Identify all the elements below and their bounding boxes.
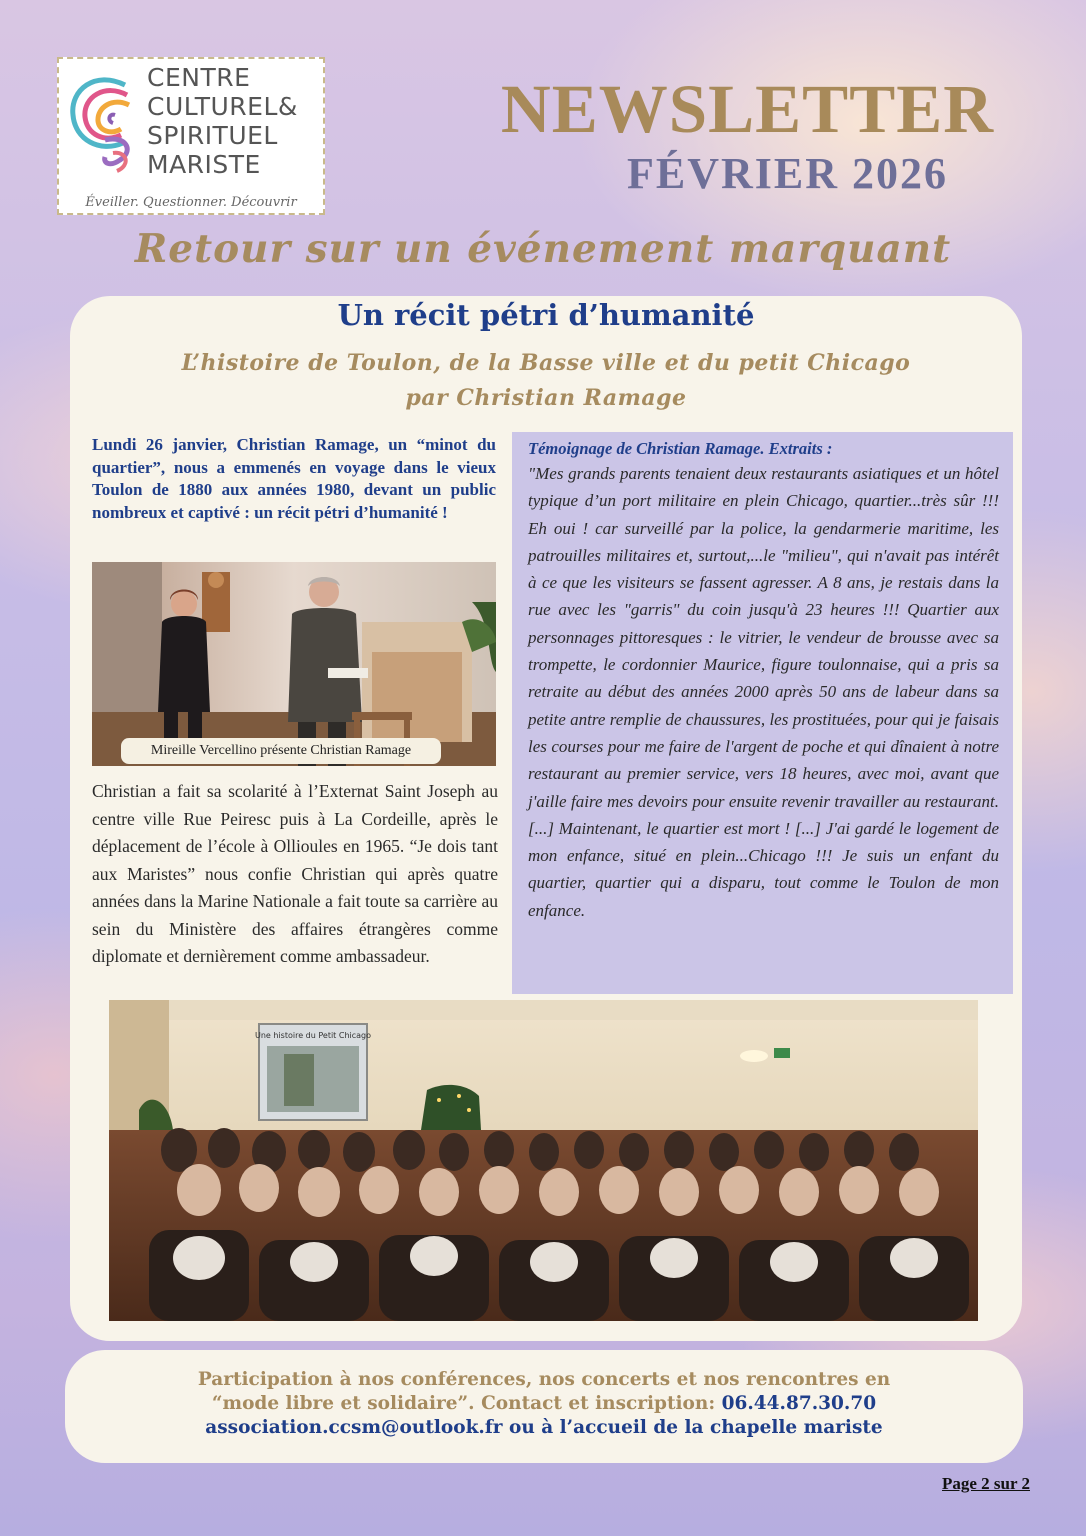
logo-line-3: SPIRITUEL	[147, 121, 278, 150]
newsletter-title: NEWSLETTER	[500, 71, 995, 147]
logo-line-4: MARISTE	[147, 150, 261, 179]
testimony-text: "Mes grands parents tenaient deux restaurants asiatiques et un hôtel typique d’un port militaire en plein Chicago, quartier...très sûr !!! Eh oui ! car surveillé par la police, la gendarmerie maritime, les patrouilles militaires et, surtout,...le "milieu", qui n'avait pas intérêt à ce que les visiteurs se fassent agresser. A 8 ans, je restais dans la rue avec les "garris" du coin jusqu'à 23 heures !!! Quartier aux personnages pittoresques : le vitrier, le vendeur de brousse avec sa trompette, le cordonnier Maurice, figure toulonnaise, qui a pris sa retraite au début des années 2000 après 50 ans de labeur dans sa petite antre remplie de chaussures, les prostituées, pour qui je faisais les courses pour me faire de l'argent de poche et qui dînaient à notre restaurant au premier service, vers 18 heures, avec moi, avant que j'aille faire mes devoirs pour ensuite revenir travailler au restaurant. [...] Maintenant, le quartier est mort ! [...] J'ai gardé le logement de mon enfance, situé en plein...Chicago !!! Je suis un enfant du quartier, quartier qui a disparu, tout comme le Toulon de mon enfance.	[528, 464, 999, 920]
article-subtitle-line-2: par Christian Ramage	[405, 385, 687, 411]
logo-line-1: CENTRE	[147, 63, 251, 92]
article-title: Un récit pétri d’humanité	[337, 298, 755, 332]
ccsm-logo	[57, 57, 325, 215]
footer-email-line[interactable]: association.ccsm@outlook.fr ou à l’accueil de la chapelle mariste	[205, 1417, 883, 1438]
speakers-photo	[92, 562, 496, 766]
article-subtitle	[100, 346, 992, 416]
article-subtitle-line-1: L’histoire de Toulon, de la Basse ville et du petit Chicago	[181, 350, 911, 376]
logo-spiral-icon	[65, 65, 147, 175]
article-bio: Christian a fait sa scolarité à l’Externat Saint Joseph au centre ville Rue Peiresc puis à La Cordeille, après le déplacement de l’école à Ollioules en 1965. “Je dois tant aux Maristes” nous confie Christian qui après quatre années dans la Marine Nationale a fait toute sa carrière au sein du Ministère des affaires étrangères comme diplomate et dernièrement comme ambassadeur.	[92, 781, 498, 966]
testimony-box	[512, 432, 1013, 994]
footer-line-2-text: “mode libre et solidaire”. Contact et inscription:	[211, 1393, 722, 1414]
section-heading: Retour sur un événement marquant	[134, 226, 952, 272]
photo-caption: Mireille Vercellino présente Christian Ramage	[121, 738, 441, 764]
contact-footer	[65, 1350, 1023, 1463]
article-card	[70, 296, 1022, 1341]
page-number: Page 2 sur 2	[942, 1474, 1030, 1493]
screen-text: Une histoire du Petit Chicago	[254, 1031, 372, 1040]
article-intro: Lundi 26 janvier, Christian Ramage, un “minot du quartier”, nous a emmenés en voyage dans le vieux Toulon de 1880 aux années 1980, devant un public nombreux et captivé : un récit pétri d’humanité !	[92, 435, 496, 522]
logo-tagline: Éveiller. Questionner. Découvrir	[85, 195, 297, 210]
logo-wordmark	[147, 63, 327, 179]
testimony-label: Témoignage de Christian Ramage. Extraits :	[528, 439, 833, 458]
audience-photo	[109, 1000, 978, 1321]
footer-line-2	[65, 1392, 1023, 1416]
footer-line-1: Participation à nos conférences, nos concerts et nos rencontres en	[197, 1369, 891, 1390]
logo-line-2: CULTUREL&	[147, 92, 298, 121]
newsletter-date: FÉVRIER 2026	[626, 149, 949, 198]
footer-phone[interactable]: 06.44.87.30.70	[721, 1393, 877, 1414]
